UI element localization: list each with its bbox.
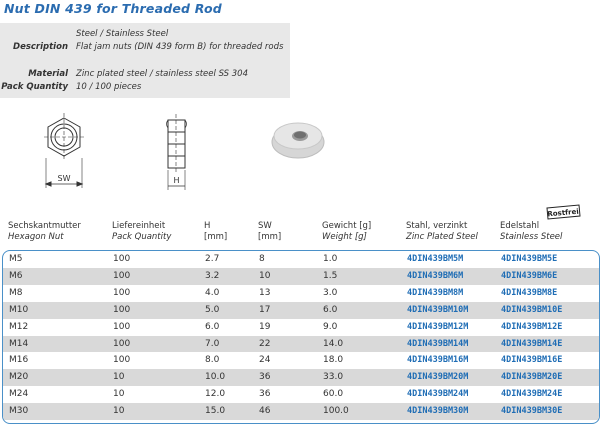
cell-weight: 1.5 — [323, 270, 338, 281]
spec-material-line: Steel / Stainless Steel — [76, 29, 169, 39]
cell-h-mm: 7.0 — [205, 338, 220, 349]
cell-size: M5 — [9, 254, 23, 264]
cell-weight: 1.0 — [323, 254, 338, 264]
cell-pack-qty: 100 — [113, 355, 131, 366]
cell-stainless-code[interactable]: 4DIN439BM30E — [501, 406, 563, 417]
cell-zinc-code[interactable]: 4DIN439BM5M — [407, 254, 464, 264]
svg-text:Rostfrei: Rostfrei — [547, 207, 580, 219]
technical-drawings — [0, 110, 600, 200]
cell-zinc-code[interactable]: 4DIN439BM12M — [407, 321, 469, 332]
header-hexagon-nut: Sechskantmutter Hexagon Nut — [8, 221, 81, 242]
cell-stainless-code[interactable]: 4DIN439BM24E — [501, 389, 563, 400]
cell-weight: 6.0 — [323, 304, 338, 315]
cell-size: M8 — [9, 287, 23, 298]
cell-weight: 3.0 — [323, 287, 338, 298]
cell-size: M24 — [9, 389, 29, 400]
cell-sw-mm: 8 — [259, 254, 265, 264]
cell-stainless-code[interactable]: 4DIN439BM5E — [501, 254, 558, 264]
header-sw: SW [mm] — [258, 221, 282, 242]
page-title: Nut DIN 439 for Threaded Rod — [4, 1, 222, 16]
cell-sw-mm: 36 — [259, 389, 271, 400]
cell-stainless-code[interactable]: 4DIN439BM8E — [501, 287, 558, 298]
cell-weight: 18.0 — [323, 355, 344, 366]
cell-zinc-code[interactable]: 4DIN439BM16M — [407, 355, 469, 366]
table-row — [3, 302, 599, 319]
cell-h-mm: 4.0 — [205, 287, 220, 298]
cell-h-mm: 12.0 — [205, 389, 226, 400]
header-h: H [mm] — [204, 221, 228, 242]
cell-h-mm: 15.0 — [205, 406, 226, 417]
cell-sw-mm: 13 — [259, 287, 271, 298]
material-value: Zinc plated steel / stainless steel SS 304 — [76, 69, 248, 79]
pack-quantity-label: Pack Quantity — [1, 82, 68, 92]
cell-h-mm: 5.0 — [205, 304, 220, 315]
cell-zinc-code[interactable]: 4DIN439BM30M — [407, 406, 469, 417]
header-pack-quantity: Liefereinheit Pack Quantity — [112, 221, 172, 242]
rostfrei-stamp — [545, 204, 581, 220]
cell-zinc-code[interactable]: 4DIN439BM8M — [407, 287, 464, 298]
cell-stainless-code[interactable]: 4DIN439BM14E — [501, 338, 563, 349]
description-label: Description — [13, 42, 68, 52]
cell-size: M16 — [9, 355, 29, 366]
cell-zinc-code[interactable]: 4DIN439BM24M — [407, 389, 469, 400]
cell-weight: 9.0 — [323, 321, 338, 332]
table-row — [3, 386, 599, 403]
cell-zinc-code[interactable]: 4DIN439BM14M — [407, 338, 469, 349]
table-row — [3, 251, 599, 268]
table-row — [3, 319, 599, 336]
table-row — [3, 352, 599, 369]
table-row — [3, 285, 599, 302]
table-row — [3, 403, 599, 420]
cell-zinc-code[interactable]: 4DIN439BM10M — [407, 304, 469, 315]
cell-pack-qty: 100 — [113, 304, 131, 315]
cell-sw-mm: 19 — [259, 321, 271, 332]
table-row — [3, 336, 599, 353]
cell-pack-qty: 100 — [113, 321, 131, 332]
material-label: Material — [28, 69, 68, 79]
cell-stainless-code[interactable]: 4DIN439BM20E — [501, 372, 563, 383]
cell-sw-mm: 17 — [259, 304, 271, 315]
cell-pack-qty: 100 — [113, 338, 131, 349]
cell-sw-mm: 22 — [259, 338, 271, 349]
cell-weight: 14.0 — [323, 338, 344, 349]
cell-weight: 100.0 — [323, 406, 349, 417]
spec-box — [0, 23, 290, 98]
nut-photo — [272, 123, 324, 158]
cell-pack-qty: 10 — [113, 406, 125, 417]
cell-size: M6 — [9, 270, 23, 281]
cell-pack-qty: 10 — [113, 389, 125, 400]
cell-size: M20 — [9, 372, 29, 383]
sw-dimension-label: SW — [57, 174, 71, 183]
cell-zinc-code[interactable]: 4DIN439BM20M — [407, 372, 469, 383]
pack-quantity-value: 10 / 100 pieces — [76, 82, 142, 92]
cell-pack-qty: 100 — [113, 270, 131, 281]
table-row — [3, 268, 599, 285]
h-dimension-label: H — [173, 176, 180, 185]
cell-pack-qty: 100 — [113, 254, 131, 264]
cell-size: M30 — [9, 406, 29, 417]
cell-weight: 33.0 — [323, 372, 344, 383]
cell-h-mm: 2.7 — [205, 254, 220, 264]
cell-sw-mm: 10 — [259, 270, 271, 281]
hex-nut-front-drawing — [0, 110, 600, 200]
cell-h-mm: 3.2 — [205, 270, 220, 281]
description-value: Flat jam nuts (DIN 439 form B) for threaded rods — [76, 42, 284, 52]
cell-h-mm: 8.0 — [205, 355, 220, 366]
table-row — [3, 369, 599, 386]
cell-h-mm: 6.0 — [205, 321, 220, 332]
header-stainless-steel: Edelstahl Stainless Steel — [500, 221, 563, 242]
cell-size: M12 — [9, 321, 29, 332]
cell-pack-qty: 10 — [113, 372, 125, 383]
cell-stainless-code[interactable]: 4DIN439BM12E — [501, 321, 563, 332]
cell-sw-mm: 46 — [259, 406, 271, 417]
cell-zinc-code[interactable]: 4DIN439BM6M — [407, 270, 464, 281]
cell-stainless-code[interactable]: 4DIN439BM6E — [501, 270, 558, 281]
cell-size: M14 — [9, 338, 29, 349]
cell-pack-qty: 100 — [113, 287, 131, 298]
cell-stainless-code[interactable]: 4DIN439BM16E — [501, 355, 563, 366]
header-weight: Gewicht [g] Weight [g] — [322, 221, 372, 242]
cell-weight: 60.0 — [323, 389, 344, 400]
cell-sw-mm: 24 — [259, 355, 271, 366]
cell-sw-mm: 36 — [259, 372, 271, 383]
cell-stainless-code[interactable]: 4DIN439BM10E — [501, 304, 563, 315]
product-table — [2, 250, 600, 424]
cell-size: M10 — [9, 304, 29, 315]
header-zinc-plated-steel: Stahl, verzinkt Zinc Plated Steel — [406, 221, 478, 242]
cell-h-mm: 10.0 — [205, 372, 226, 383]
